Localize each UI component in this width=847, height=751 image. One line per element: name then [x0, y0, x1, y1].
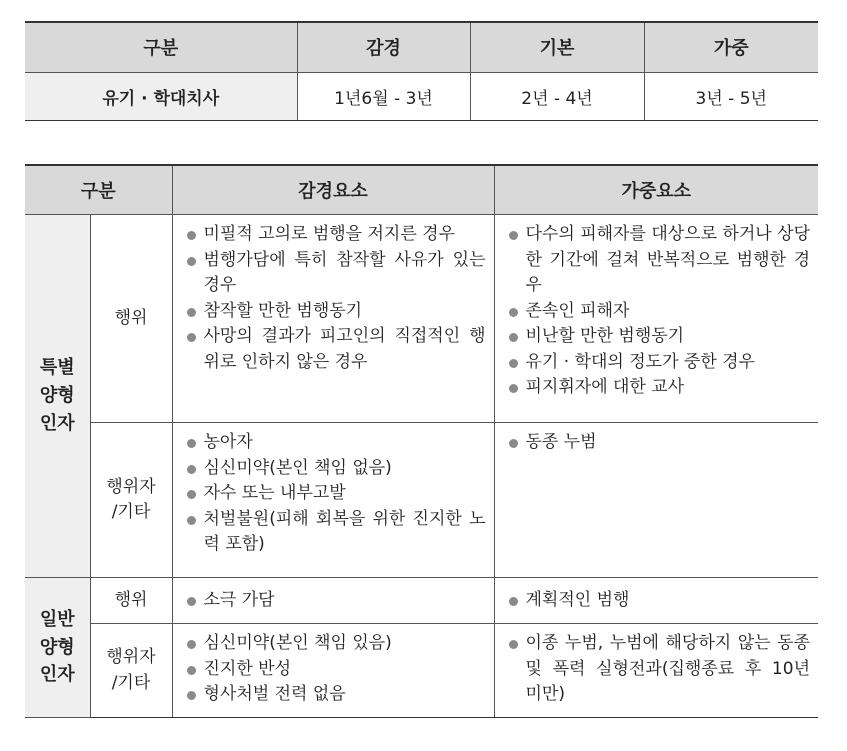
list-item: 범행가담에 특히 참작할 사유가 있는 경우	[187, 248, 486, 299]
list-item: 참작할 만한 범행동기	[187, 299, 486, 325]
list-item: 심신미약(본인 책임 있음)	[187, 631, 486, 657]
table-row	[25, 423, 818, 578]
aggravating-cell	[494, 578, 818, 624]
sentence-range-header-row	[25, 22, 818, 72]
header-category: 구분	[25, 22, 297, 72]
list-item: 다수의 피해자를 대상으로 하거나 상당한 기간에 걸쳐 반복적으로 범행한 경우	[509, 222, 811, 299]
group-label-special: 특별 양형 인자	[25, 215, 90, 578]
table-row	[25, 215, 818, 423]
list-item: 피지휘자에 대한 교사	[509, 375, 811, 401]
factors-header-aggravating: 가중요소	[494, 165, 818, 215]
sub-label-actor-other: 행위자 /기타	[90, 624, 172, 718]
sentence-range-table	[25, 21, 818, 121]
mitigating-cell	[172, 578, 494, 624]
header-basic: 기본	[470, 22, 644, 72]
sub-label-act: 행위	[90, 578, 172, 624]
factors-header-row	[25, 165, 818, 215]
aggravating-list	[509, 588, 811, 614]
aggravating-list	[509, 430, 811, 456]
aggravating-list	[509, 222, 811, 401]
mitigating-list	[187, 430, 486, 558]
mitigating-cell	[172, 215, 494, 423]
crime-type-cell: 유기 · 학대치사	[25, 72, 297, 120]
sentencing-factors-table	[25, 164, 818, 718]
list-item: 유기 · 학대의 정도가 중한 경우	[509, 350, 811, 376]
sentence-range-row	[25, 72, 818, 120]
list-item: 동종 누범	[509, 430, 811, 456]
factors-header-mitigating: 감경요소	[172, 165, 494, 215]
mitigating-list	[187, 588, 486, 614]
aggravating-cell	[494, 423, 818, 578]
list-item: 미필적 고의로 범행을 저지른 경우	[187, 222, 486, 248]
basic-range-cell: 2년 - 4년	[470, 72, 644, 120]
mitigating-list	[187, 222, 486, 375]
aggravating-cell	[494, 624, 818, 718]
list-item: 소극 가담	[187, 588, 486, 614]
table-row	[25, 624, 818, 718]
list-item: 존속인 피해자	[509, 299, 811, 325]
mitigated-range-cell: 1년6월 - 3년	[297, 72, 470, 120]
list-item: 사망의 결과가 피고인의 직접적인 행위로 인하지 않은 경우	[187, 324, 486, 375]
sub-label-actor-other: 행위자 /기타	[90, 423, 172, 578]
factors-header-category: 구분	[25, 165, 172, 215]
header-aggravated: 가중	[644, 22, 818, 72]
list-item: 형사처벌 전력 없음	[187, 682, 486, 708]
mitigating-cell	[172, 423, 494, 578]
group-label-general: 일반 양형 인자	[25, 578, 90, 718]
mitigating-list	[187, 631, 486, 708]
list-item: 농아자	[187, 430, 486, 456]
aggravating-cell	[494, 215, 818, 423]
list-item: 비난할 만한 범행동기	[509, 324, 811, 350]
list-item: 계획적인 범행	[509, 588, 811, 614]
list-item: 심신미약(본인 책임 없음)	[187, 456, 486, 482]
header-mitigated: 감경	[297, 22, 470, 72]
table-row	[25, 578, 818, 624]
mitigating-cell	[172, 624, 494, 718]
aggravated-range-cell: 3년 - 5년	[644, 72, 818, 120]
list-item: 처벌불원(피해 회복을 위한 진지한 노력 포함)	[187, 507, 486, 558]
sub-label-act: 행위	[90, 215, 172, 423]
list-item: 이종 누범, 누범에 해당하지 않는 동종 및 폭력 실형전과(집행종료 후 10년 미만)	[509, 631, 811, 708]
list-item: 자수 또는 내부고발	[187, 481, 486, 507]
aggravating-list	[509, 631, 811, 708]
list-item: 진지한 반성	[187, 657, 486, 683]
